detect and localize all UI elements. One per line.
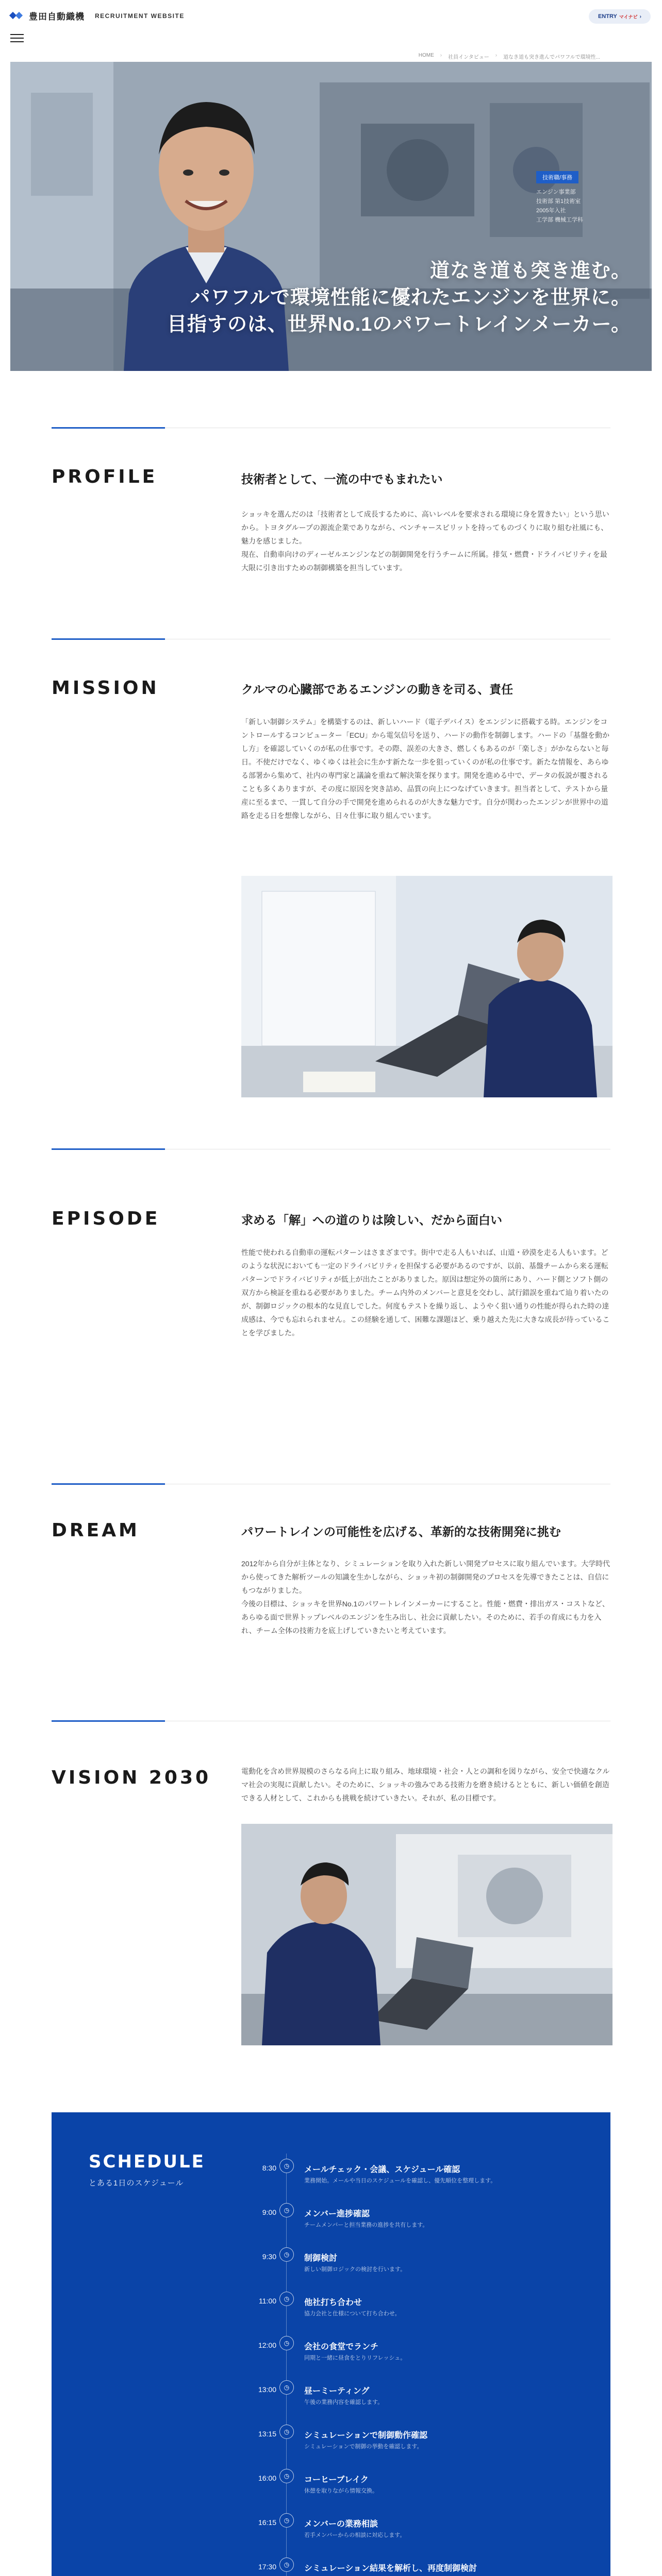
breadcrumb-separator: › xyxy=(440,53,442,58)
vision-photo xyxy=(241,1824,613,2045)
clock-icon: ◷ xyxy=(279,2203,294,2217)
schedule-time: 13:00 xyxy=(258,2385,276,2394)
hero-copy-line: 目指すのは、世界No.1のパワートレインメーカー。 xyxy=(167,314,631,335)
logo[interactable] xyxy=(10,9,185,22)
hero-catchcopy xyxy=(167,258,631,338)
schedule-item xyxy=(247,2428,598,2459)
section-body-vision: 電動化を含め世界規模のさらなる向上に取り組み、地球環境・社会・人との調和を図りながら、安全で快適なクルマ社会の実現に貢献したい。そのために、ショッキの強みである技術力を磨き続けるとともに、新しい価値を創造できる人材として、これからも挑戦を続けていきたい。それが、私の目標です。 xyxy=(241,1767,610,1802)
hero xyxy=(10,62,652,371)
schedule-item-title: 他社打ち合わせ xyxy=(304,2298,362,2307)
schedule-time: 11:00 xyxy=(259,2297,276,2305)
clock-icon: ◷ xyxy=(279,2469,294,2483)
section-heading-dream: パワートレインの可能性を広げる、革新的な技術開発に挑む xyxy=(241,1525,561,1538)
clock-icon: ◷ xyxy=(279,2425,294,2439)
schedule-item-desc: 業務開始。メールや当日のスケジュールを確認し、優先順位を整理します。 xyxy=(304,2178,496,2184)
hero-meta-line: 2005年入社 xyxy=(536,208,566,214)
schedule-item-desc: 新しい制御ロジックの検討を行います。 xyxy=(304,2266,406,2273)
schedule-section xyxy=(52,2112,610,2576)
schedule-subtitle: とある1日のスケジュール xyxy=(89,2179,184,2188)
entry-sub: マイナビ xyxy=(619,14,638,20)
clock-icon: ◷ xyxy=(279,2247,294,2262)
schedule-item-title: メンバー進捗確認 xyxy=(304,2210,370,2218)
section-label-dream: DREAM xyxy=(52,1520,140,1541)
section-body-profile: ショッキを選んだのは「技術者として成長するために、高いレベルを要求される環境に身を置きたい」という思いから。トヨタグループの源流企業でありながら、ベンチャースピリットを持ってものづくりに取り組む社風にも、魅力を感じました。 現在、自動車向けのディーゼルエンジンなどの制御開発を行うチームに所属。排気・燃費・ドライバビリティを最大限に引き出すための制御構築を担当しています。 xyxy=(241,510,609,572)
schedule-item-desc: チームメンバーと担当業務の進捗を共有します。 xyxy=(304,2222,428,2228)
schedule-time: 16:15 xyxy=(258,2518,276,2527)
schedule-item-title: 制御検討 xyxy=(304,2254,338,2263)
brand-name: 豊田自動織機 xyxy=(29,12,85,22)
schedule-time: 13:15 xyxy=(258,2430,276,2438)
schedule-item-desc: 休憩を取りながら情報交換。 xyxy=(304,2488,378,2494)
schedule-item xyxy=(247,2339,598,2370)
schedule-time: 9:00 xyxy=(262,2208,276,2216)
schedule-item xyxy=(247,2206,598,2237)
entry-label: ENTRY xyxy=(598,13,617,20)
schedule-item-desc: 同期と一緒に昼食をとりリフレッシュ。 xyxy=(304,2355,406,2361)
schedule-item xyxy=(247,2472,598,2503)
section-label-episode: EPISODE xyxy=(52,1208,160,1229)
schedule-item-desc: 午後の業務内容を確認します。 xyxy=(304,2399,384,2405)
mission-photo xyxy=(241,876,613,1097)
schedule-item xyxy=(247,2561,598,2576)
section-label-profile: PROFILE xyxy=(52,466,158,487)
hero-meta xyxy=(536,188,583,225)
section-label-mission: MISSION xyxy=(52,677,159,699)
chevron-right-icon: › xyxy=(639,13,642,20)
clock-icon: ◷ xyxy=(279,2380,294,2395)
section-heading-episode: 求める「解」への道のりは険しい、だから面白い xyxy=(241,1213,502,1227)
schedule-item-title: メンバーの業務相談 xyxy=(304,2520,378,2529)
schedule-item xyxy=(247,2516,598,2547)
hero-copy-line: パワフルで環境性能に優れたエンジンを世界に。 xyxy=(190,287,631,309)
schedule-item xyxy=(247,2250,598,2281)
schedule-item-title: シミュレーションで制御動作確認 xyxy=(304,2431,428,2440)
section-heading-profile: 技術者として、一流の中でもまれたい xyxy=(241,472,443,486)
site-header xyxy=(0,0,662,49)
schedule-item-desc: シミュレーションで制御の挙動を確認します。 xyxy=(304,2444,423,2450)
brand-sub: RECRUITMENT WEBSITE xyxy=(95,12,185,20)
breadcrumb-interviews[interactable]: 社員インタビュー xyxy=(448,55,489,60)
breadcrumb xyxy=(419,53,600,60)
hero-copy-line: 道なき道も突き進む。 xyxy=(429,260,631,282)
schedule-time: 17:30 xyxy=(258,2563,276,2571)
section-body-dream: 2012年から自分が主体となり、シミュレーションを取り入れた新しい開発プロセスに取り組んでいます。大学時代から使ってきた解析ツールの知識を生かしながら、ショッキ初の制御開発のプロセスを先導できたことは、自信にもつながりました。 今後の目標は、ショッキを世界No.1のパワートレインメーカーにすること。性能・燃費・排出ガス・コストなど、あらゆる面で世界トップレベルのエンジンを生み出し、社会に貢献したい。そのために、若手の育成にも力を入れ、チーム全体の技術力を底上げしていきたいと考えています。 xyxy=(241,1560,610,1635)
entry-button[interactable] xyxy=(589,9,651,24)
schedule-item xyxy=(247,2162,598,2193)
schedule-item-title: コーヒーブレイク xyxy=(304,2476,369,2484)
section-label-vision: VISION 2030 xyxy=(52,1767,211,1788)
schedule-item xyxy=(247,2295,598,2326)
clock-icon: ◷ xyxy=(279,2557,294,2572)
breadcrumb-separator: › xyxy=(495,53,498,58)
schedule-item-title: 会社の食堂でランチ xyxy=(304,2343,379,2351)
clock-icon: ◷ xyxy=(279,2336,294,2350)
logo-mark-icon xyxy=(10,10,24,22)
schedule-item-desc: 協力会社と仕様について打ち合わせ。 xyxy=(304,2311,401,2317)
clock-icon: ◷ xyxy=(279,2292,294,2306)
breadcrumb-home[interactable]: HOME xyxy=(418,53,434,58)
hero-meta-line: 技術部 第1技術室 xyxy=(536,198,581,205)
schedule-title: SCHEDULE xyxy=(89,2151,205,2172)
schedule-time: 16:00 xyxy=(258,2474,276,2482)
schedule-time: 9:30 xyxy=(262,2252,276,2261)
clock-icon: ◷ xyxy=(279,2159,294,2173)
section-body-episode: 性能で使われる自動車の運転パターンはさまざまです。街中で走る人もいれば、山道・砂漠を走る人もいます。どのような状況においても一定のドライバビリティを担保する必要があるのですが、以前、基盤チームから来る運転パターンでドライバビリティが低上が出たことがありました。原因は想定外の箇所にあり、ハード側とソフト側の双方から検証を重ねる必要がありました。チーム内外のメンバーと意見を交わし、試行錯誤を重ねて辿り着いたのが、制御ロジックの根本的な見直しでした。何度もテストを繰り返し、ようやく狙い通りの性能が得られた時の達成感は、今でも忘れられません。この経験を通して、困難な課題ほど、乗り越えた先に大きな成長が待っていることを学びました。 xyxy=(241,1248,610,1337)
hero-tag: 技術職/事務 xyxy=(536,171,578,183)
hero-meta-line: エンジン事業部 xyxy=(536,189,576,195)
hero-meta-line: 工学部 機械工学科 xyxy=(536,217,584,223)
schedule-item-title: シミュレーション結果を解析し、再度制御検討 xyxy=(304,2564,477,2573)
schedule-item xyxy=(247,2383,598,2414)
schedule-item-title: 昼ーミーティング xyxy=(304,2387,370,2396)
schedule-time: 12:00 xyxy=(258,2341,276,2349)
schedule-item-desc: 若手メンバーからの相談に対応します。 xyxy=(304,2532,406,2538)
schedule-time: 8:30 xyxy=(262,2164,276,2172)
section-body-mission: 「新しい制御システム」を構築するのは、新しいハード（電子デバイス）をエンジンに搭載する時。エンジンをコントロールするコンピューター「ECU」から電気信号を送り、ハードの動作を制御します。ハードの「基盤を動かし方」を確認していくのが私の仕事です。その際、誤差の大きさ、燃しくもあるのが「楽しさ」がかならないと毎日。不使だけでなく、ゆくゆくは社会に生かす新たな一歩を狙っていくのが私の仕事です。新たな情報を、あらゆる部署から集めて、社内の専門家と議論を重ねて解決策を探ります。開発を進める中で、データの仮説が覆されることも多くありますが、その度に原因を突き詰め、品質の向上につなげていきます。担当者として、テストから量産に至るまで、一貫して自分の手で開発を進められるのが大きな魅力です。自分が関わったエンジンが世界中の道路を走る日を想像しながら、日々仕事に取り組んでいます。 xyxy=(241,718,610,820)
breadcrumb-current: 道なき道も突き進んでパワフルで環境性... xyxy=(503,55,600,60)
section-heading-mission: クルマの心臓部であるエンジンの動きを司る、責任 xyxy=(241,683,514,696)
schedule-item-title: メールチェック・会議、スケジュール確認 xyxy=(304,2165,460,2174)
menu-icon[interactable] xyxy=(10,34,24,42)
clock-icon: ◷ xyxy=(279,2513,294,2528)
